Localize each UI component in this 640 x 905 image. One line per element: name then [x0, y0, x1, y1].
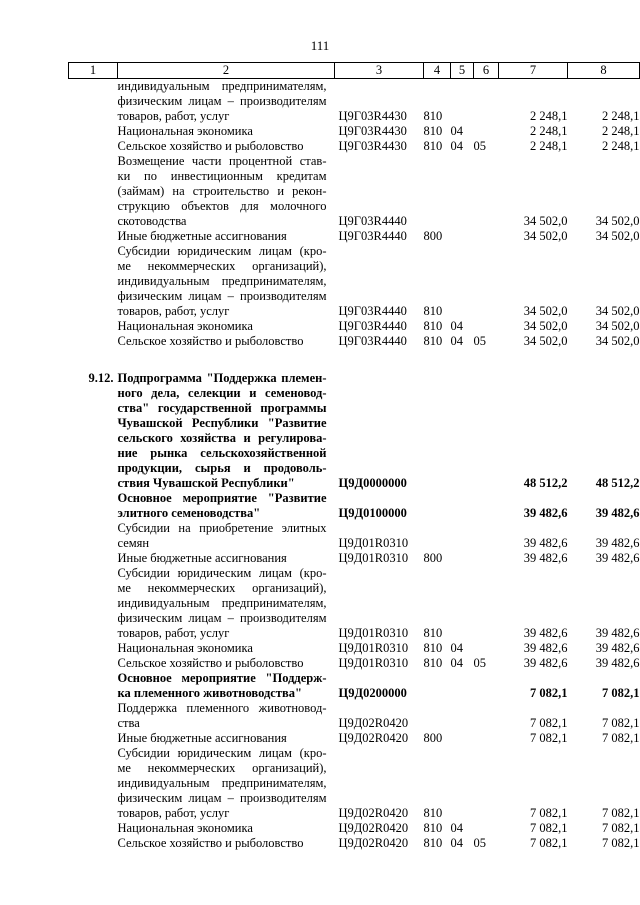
row-name-line: Национальная экономика: [117, 641, 253, 655]
expense-type-code: [424, 521, 451, 551]
expense-type-code: 810: [423, 641, 443, 655]
section-code: [451, 229, 474, 244]
target-article-code: Ц9Д02R0420: [338, 821, 409, 835]
amount-year-2: 39 482,6: [595, 626, 640, 640]
row-name-line: Иные бюджетные ассигнования: [117, 551, 287, 565]
amount-year-1: 39 482,6: [523, 536, 568, 550]
row-name-line: Национальная экономика: [117, 319, 253, 333]
row-name-line: товаров, работ, услуг: [117, 806, 230, 820]
amount-year-1: 39 482,6: [523, 626, 568, 640]
row-name: [118, 746, 335, 821]
amount-year-1: 39 482,6: [523, 506, 568, 520]
header-col-6: 6: [474, 63, 499, 79]
row-name: [118, 139, 335, 154]
row-name-line: Национальная экономика: [117, 124, 253, 138]
amount-year-2: 39 482,6: [595, 536, 640, 550]
row-name-line: Сельское хозяйство и рыболовство: [117, 656, 304, 670]
target-article-code: Ц9Д02R0420: [338, 716, 409, 730]
expense-type-code: [424, 371, 451, 491]
table-body: [69, 79, 640, 852]
row-name-line: Основное мероприятие "Поддерж-: [117, 671, 327, 685]
subsection-code: 05: [473, 139, 486, 153]
section-code: [451, 154, 474, 229]
amount-year-2: 34 502,0: [595, 319, 640, 333]
amount-year-2: 34 502,0: [595, 334, 640, 348]
target-article-code: Ц9Г03R4440: [338, 304, 407, 318]
subsection-code: [474, 521, 499, 551]
table-row: [69, 491, 640, 521]
expense-type-code: 810: [423, 319, 443, 333]
subsection-code: 05: [473, 656, 486, 670]
amount-year-2: 34 502,0: [595, 214, 640, 228]
amount-year-1: 34 502,0: [523, 304, 568, 318]
row-name-line: физическим лицам – производителям: [117, 611, 327, 625]
header-row: [69, 63, 640, 79]
subsection-code: [474, 319, 499, 334]
row-name: [118, 521, 335, 551]
row-name: [118, 731, 335, 746]
spacer-row: [69, 349, 640, 371]
row-name: [118, 79, 335, 125]
row-number: [69, 836, 118, 851]
subsection-code: [474, 701, 499, 731]
target-article-code: Ц9Д02R0420: [338, 731, 409, 745]
table-row: [69, 371, 640, 491]
target-article-code: Ц9Д0000000: [338, 476, 407, 490]
row-name-line: индивидуальным предпринимателям,: [117, 596, 327, 610]
row-name-line: ме некоммерческих организаций),: [117, 259, 327, 273]
row-name-line: Основное мероприятие "Развитие: [117, 491, 327, 505]
amount-year-2: 7 082,1: [602, 716, 640, 730]
table-row: [69, 641, 640, 656]
table-row: [69, 671, 640, 701]
table-row: [69, 521, 640, 551]
row-name-line: Сельское хозяйство и рыболовство: [117, 334, 304, 348]
row-name-line: скотоводства: [117, 214, 187, 228]
amount-year-2: 39 482,6: [595, 641, 640, 655]
amount-year-2: 2 248,1: [602, 124, 640, 138]
section-code: [451, 746, 474, 821]
header-col-8: 8: [568, 63, 640, 79]
amount-year-1: 7 082,1: [530, 716, 568, 730]
subsection-code: [474, 821, 499, 836]
amount-year-2: 7 082,1: [602, 686, 640, 700]
target-article-code: Ц9Г03R4440: [338, 334, 407, 348]
subsection-code: [474, 491, 499, 521]
table-row: [69, 656, 640, 671]
row-number: [69, 656, 118, 671]
expense-type-code: 810: [423, 821, 443, 835]
amount-year-2: 7 082,1: [602, 806, 640, 820]
subsection-code: [474, 154, 499, 229]
amount-year-1: 39 482,6: [523, 641, 568, 655]
target-article-code: Ц9Д01R0310: [338, 656, 409, 670]
row-number: [69, 641, 118, 656]
section-code: 04: [450, 656, 463, 670]
section-code: [451, 551, 474, 566]
row-name-line: физическим лицам – производителям: [117, 791, 327, 805]
row-number: [69, 701, 118, 731]
row-number: [69, 124, 118, 139]
amount-year-2: 7 082,1: [602, 731, 640, 745]
expense-type-code: 810: [423, 139, 443, 153]
section-code: [451, 521, 474, 551]
row-name: [118, 671, 335, 701]
subsection-code: [474, 731, 499, 746]
row-number: [69, 746, 118, 821]
row-number: [69, 521, 118, 551]
section-code: 04: [450, 334, 463, 348]
page-number: 111: [310, 38, 330, 53]
row-name-line: Субсидии юридическим лицам (кро-: [117, 746, 327, 760]
row-name-line: индивидуальным предпринимателям,: [117, 274, 327, 288]
header-col-5: 5: [451, 63, 474, 79]
amount-year-2: 39 482,6: [595, 551, 640, 565]
row-name: [118, 124, 335, 139]
target-article-code: Ц9Д02R0420: [338, 836, 409, 850]
target-article-code: Ц9Д01R0310: [338, 551, 409, 565]
amount-year-1: 7 082,1: [530, 806, 568, 820]
target-article-code: Ц9Д01R0310: [338, 536, 409, 550]
table-row: [69, 229, 640, 244]
row-number: [69, 551, 118, 566]
table-row: [69, 79, 640, 125]
target-article-code: Ц9Г03R4440: [338, 319, 407, 333]
amount-year-1: 7 082,1: [530, 731, 568, 745]
expense-type-code: 800: [423, 731, 443, 745]
amount-year-1: 34 502,0: [523, 229, 568, 243]
expense-type-code: 810: [423, 109, 443, 123]
row-name: [118, 701, 335, 731]
target-article-code: Ц9Д01R0310: [338, 626, 409, 640]
subsection-code: [474, 124, 499, 139]
table-row: [69, 746, 640, 821]
subsection-code: [474, 551, 499, 566]
row-name-line: физическим лицам – производителям: [117, 94, 327, 108]
expense-type-code: [424, 671, 451, 701]
amount-year-1: 39 482,6: [523, 656, 568, 670]
row-name: [118, 244, 335, 319]
row-number: [69, 566, 118, 641]
expense-type-code: 800: [423, 229, 443, 243]
amount-year-1: 2 248,1: [530, 124, 568, 138]
header-col-3: 3: [335, 63, 424, 79]
row-name-line: Национальная экономика: [117, 821, 253, 835]
amount-year-1: 48 512,2: [523, 476, 568, 490]
row-name-line: ме некоммерческих организаций),: [117, 581, 327, 595]
amount-year-2: 34 502,0: [595, 304, 640, 318]
row-name-line: товаров, работ, услуг: [117, 109, 230, 123]
amount-year-2: 34 502,0: [595, 229, 640, 243]
row-name-line: ме некоммерческих организаций),: [117, 761, 327, 775]
amount-year-1: 7 082,1: [530, 821, 568, 835]
row-name-line: элитного семеноводства": [117, 506, 261, 520]
subsection-code: [474, 566, 499, 641]
row-name: [118, 551, 335, 566]
section-code: [451, 491, 474, 521]
amount-year-1: 2 248,1: [530, 109, 568, 123]
expense-type-code: 810: [423, 656, 443, 670]
row-name: [118, 371, 335, 491]
section-code: 04: [450, 836, 463, 850]
expense-type-code: 810: [423, 334, 443, 348]
table-row: [69, 334, 640, 349]
table-row: [69, 701, 640, 731]
expense-type-code: 800: [423, 551, 443, 565]
row-name-line: ного дела, селекции и семеновод-: [117, 386, 327, 400]
table-row: [69, 139, 640, 154]
subsection-code: [474, 79, 499, 125]
target-article-code: Ц9Д01R0310: [338, 641, 409, 655]
row-name-line: ства" государственной программы: [117, 401, 327, 415]
subsection-code: [474, 244, 499, 319]
row-name-line: Чувашской Республики "Развитие: [117, 416, 327, 430]
row-number: 9.12.: [88, 371, 114, 385]
section-code: [451, 244, 474, 319]
amount-year-1: 34 502,0: [523, 214, 568, 228]
section-code: [451, 671, 474, 701]
row-number: [69, 491, 118, 521]
row-number: [69, 821, 118, 836]
row-name-line: индивидуальным предпринимателям,: [117, 79, 327, 93]
row-number: [69, 79, 118, 125]
row-number: [69, 334, 118, 349]
expense-type-code: 810: [423, 124, 443, 138]
row-number: [69, 139, 118, 154]
row-number: [69, 154, 118, 229]
section-code: 04: [450, 124, 463, 138]
amount-year-1: 34 502,0: [523, 319, 568, 333]
subsection-code: [474, 671, 499, 701]
amount-year-1: 34 502,0: [523, 334, 568, 348]
table-row: [69, 319, 640, 334]
row-name-line: струкцию объектов для молочного: [117, 199, 327, 213]
header-col-1: 1: [69, 63, 118, 79]
subsection-code: [474, 229, 499, 244]
row-name-line: ние рынка сельскохозяйственной: [117, 446, 327, 460]
row-name-line: Иные бюджетные ассигнования: [117, 229, 287, 243]
section-code: 04: [450, 319, 463, 333]
row-number: [69, 319, 118, 334]
subsection-code: [474, 371, 499, 491]
table-row: [69, 836, 640, 851]
table-row: [69, 551, 640, 566]
row-name: [118, 566, 335, 641]
expense-type-code: [424, 701, 451, 731]
row-name-line: Субсидии юридическим лицам (кро-: [117, 566, 327, 580]
amount-year-2: 39 482,6: [595, 656, 640, 670]
row-name-line: Подпрограмма "Поддержка племен-: [117, 371, 327, 385]
subsection-code: [474, 641, 499, 656]
amount-year-1: 7 082,1: [530, 836, 568, 850]
row-name-line: ства: [117, 716, 140, 730]
expense-type-code: [424, 491, 451, 521]
row-name-line: товаров, работ, услуг: [117, 626, 230, 640]
amount-year-2: 48 512,2: [595, 476, 640, 490]
target-article-code: Ц9Г03R4430: [338, 139, 407, 153]
table-row: [69, 244, 640, 319]
row-number: [69, 731, 118, 746]
row-number: [69, 244, 118, 319]
amount-year-2: 7 082,1: [602, 821, 640, 835]
table-row: [69, 566, 640, 641]
row-name-line: Сельское хозяйство и рыболовство: [117, 139, 304, 153]
row-name-line: продукции, сырья и продоволь-: [117, 461, 327, 475]
section-code: 04: [450, 641, 463, 655]
target-article-code: Ц9Г03R4430: [338, 124, 407, 138]
target-article-code: Ц9Д0100000: [338, 506, 407, 520]
row-name: [118, 491, 335, 521]
row-name: [118, 154, 335, 229]
row-name: [118, 836, 335, 851]
amount-year-2: 39 482,6: [595, 506, 640, 520]
row-name: [118, 641, 335, 656]
target-article-code: Ц9Г03R4440: [338, 229, 407, 243]
amount-year-2: 2 248,1: [602, 109, 640, 123]
row-name-line: ка племенного животноводства": [117, 686, 302, 700]
header-col-7: 7: [499, 63, 568, 79]
row-name-line: ки по инвестиционным кредитам: [117, 169, 327, 183]
expense-type-code: 810: [423, 626, 443, 640]
header-col-2: 2: [118, 63, 335, 79]
row-name-line: индивидуальным предпринимателям,: [117, 776, 327, 790]
row-number: [69, 229, 118, 244]
target-article-code: Ц9Г03R4440: [338, 214, 407, 228]
amount-year-2: 2 248,1: [602, 139, 640, 153]
amount-year-1: 2 248,1: [530, 139, 568, 153]
row-number: [69, 671, 118, 701]
row-name-line: физическим лицам – производителям: [117, 289, 327, 303]
header-col-4: 4: [424, 63, 451, 79]
row-name-line: Сельское хозяйство и рыболовство: [117, 836, 304, 850]
section-code: [451, 79, 474, 125]
table-row: [69, 821, 640, 836]
row-name-line: товаров, работ, услуг: [117, 304, 230, 318]
budget-table: [68, 62, 640, 851]
row-name: [118, 821, 335, 836]
table-row: [69, 124, 640, 139]
row-name-line: сельского хозяйства и регулирова-: [117, 431, 327, 445]
expense-type-code: 810: [423, 304, 443, 318]
table-row: [69, 731, 640, 746]
expense-type-code: 810: [423, 806, 443, 820]
section-code: [451, 701, 474, 731]
section-code: [451, 371, 474, 491]
section-code: 04: [450, 821, 463, 835]
amount-year-1: 39 482,6: [523, 551, 568, 565]
section-code: 04: [450, 139, 463, 153]
subsection-code: 05: [473, 334, 486, 348]
target-article-code: Ц9Д0200000: [338, 686, 407, 700]
row-name: [118, 229, 335, 244]
expense-type-code: [424, 154, 451, 229]
row-name-line: ствия Чувашской Республики": [117, 476, 295, 490]
row-name-line: (займам) на строительство и рекон-: [117, 184, 327, 198]
row-name-line: Поддержка племенного животновод-: [117, 701, 327, 715]
row-name-line: Возмещение части процентной став-: [117, 154, 327, 168]
amount-year-1: 7 082,1: [530, 686, 568, 700]
subsection-code: 05: [473, 836, 486, 850]
row-name-line: семян: [117, 536, 150, 550]
target-article-code: Ц9Д02R0420: [338, 806, 409, 820]
row-name-line: Субсидии юридическим лицам (кро-: [117, 244, 327, 258]
row-name: [118, 656, 335, 671]
amount-year-2: 7 082,1: [602, 836, 640, 850]
expense-type-code: 810: [423, 836, 443, 850]
section-code: [451, 566, 474, 641]
section-code: [451, 731, 474, 746]
subsection-code: [474, 746, 499, 821]
table-row: [69, 154, 640, 229]
row-name: [118, 334, 335, 349]
row-name-line: Иные бюджетные ассигнования: [117, 731, 287, 745]
row-name-line: Субсидии на приобретение элитных: [117, 521, 327, 535]
target-article-code: Ц9Г03R4430: [338, 109, 407, 123]
table-header: [69, 63, 640, 79]
row-name: [118, 319, 335, 334]
